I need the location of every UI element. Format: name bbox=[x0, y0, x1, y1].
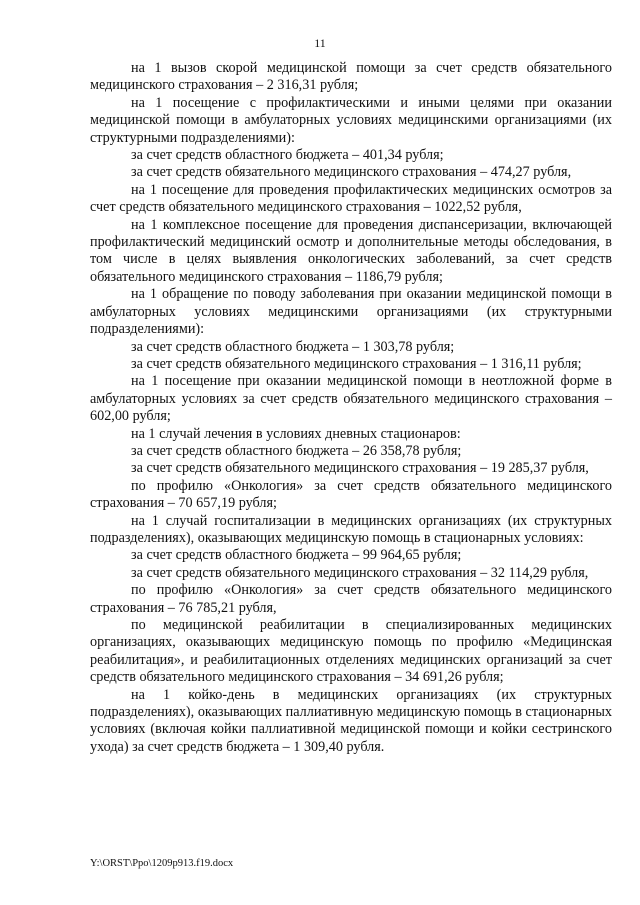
paragraph: на 1 случай лечения в условиях дневных стационаров: bbox=[131, 425, 461, 442]
paragraph: по профилю «Онкология» за счет средств обязательного медицинского страхования – 70 657,19 рубля; bbox=[90, 477, 612, 512]
document-body bbox=[90, 60, 612, 756]
paragraph: за счет средств областного бюджета – 99 964,65 рубля; bbox=[131, 547, 462, 564]
paragraph: на 1 посещение с профилактическими и иными целями при оказании медицинской помощи в амбулаторных условиях медицинскими организациями (их структурными подразделениями): bbox=[90, 94, 612, 146]
page-number: 11 bbox=[314, 36, 326, 50]
paragraph: за счет средств обязательного медицинского страхования – 474,27 рубля, bbox=[131, 164, 572, 181]
paragraph: за счет средств областного бюджета – 26 358,78 рубля; bbox=[131, 442, 462, 459]
paragraph: по медицинской реабилитации в специализированных медицинских организациях, оказывающих медицинскую помощь по профилю «Медицинская реабилитация», и реабилитационных отделениях медицинских организаций за счет средств обязательного медицинского страхования – 34 691,26 рубля; bbox=[90, 617, 612, 686]
paragraph: на 1 посещение для проведения профилактических медицинских осмотров за счет средств обязательного медицинского страхования – 1022,52 рубля, bbox=[90, 181, 612, 216]
paragraph: за счет средств обязательного медицинского страхования – 1 316,11 рубля; bbox=[131, 355, 582, 372]
paragraph: на 1 вызов скорой медицинской помощи за счет средств обязательного медицинского страхования – 2 316,31 рубля; bbox=[90, 60, 612, 94]
paragraph: на 1 койко-день в медицинских организациях (их структурных подразделениях), оказывающих паллиативную медицинскую помощь в стационарных условиях (включая койки паллиативной медицинской помощи и койки сестринского ухода) за счет средств бюджета – 1 309,40 рубля. bbox=[90, 686, 612, 755]
paragraph: на 1 комплексное посещение для проведения диспансеризации, включающей профилактический медицинский осмотр и дополнительные методы обследования, в том числе в целях выявления онкологических заболеваний, за счет средств обязательного медицинского страхования – 1186,79 рубля; bbox=[90, 216, 612, 285]
paragraph: за счет средств областного бюджета – 401,34 рубля; bbox=[131, 147, 444, 164]
paragraph: за счет средств обязательного медицинского страхования – 19 285,37 рубля, bbox=[131, 460, 589, 477]
paragraph: за счет средств обязательного медицинского страхования – 32 114,29 рубля, bbox=[131, 564, 589, 581]
paragraph: за счет средств областного бюджета – 1 303,78 рубля; bbox=[131, 338, 455, 355]
footer-file-path: Y:\ORST\Ppo\1209p913.f19.docx bbox=[90, 858, 234, 869]
paragraph: на 1 обращение по поводу заболевания при оказании медицинской помощи в амбулаторных условиях медицинскими организациями (их структурными подразделениями): bbox=[90, 286, 612, 338]
paragraph: по профилю «Онкология» за счет средств обязательного медицинского страхования – 76 785,21 рубля, bbox=[90, 582, 612, 616]
paragraph: на 1 случай госпитализации в медицинских организациях (их структурных подразделениях), оказывающих медицинскую помощь в стационарных условиях: bbox=[90, 512, 612, 546]
paragraph: на 1 посещение при оказании медицинской помощи в неотложной форме в амбулаторных условиях за счет средств обязательного медицинского страхования – 602,00 рубля; bbox=[90, 373, 612, 425]
